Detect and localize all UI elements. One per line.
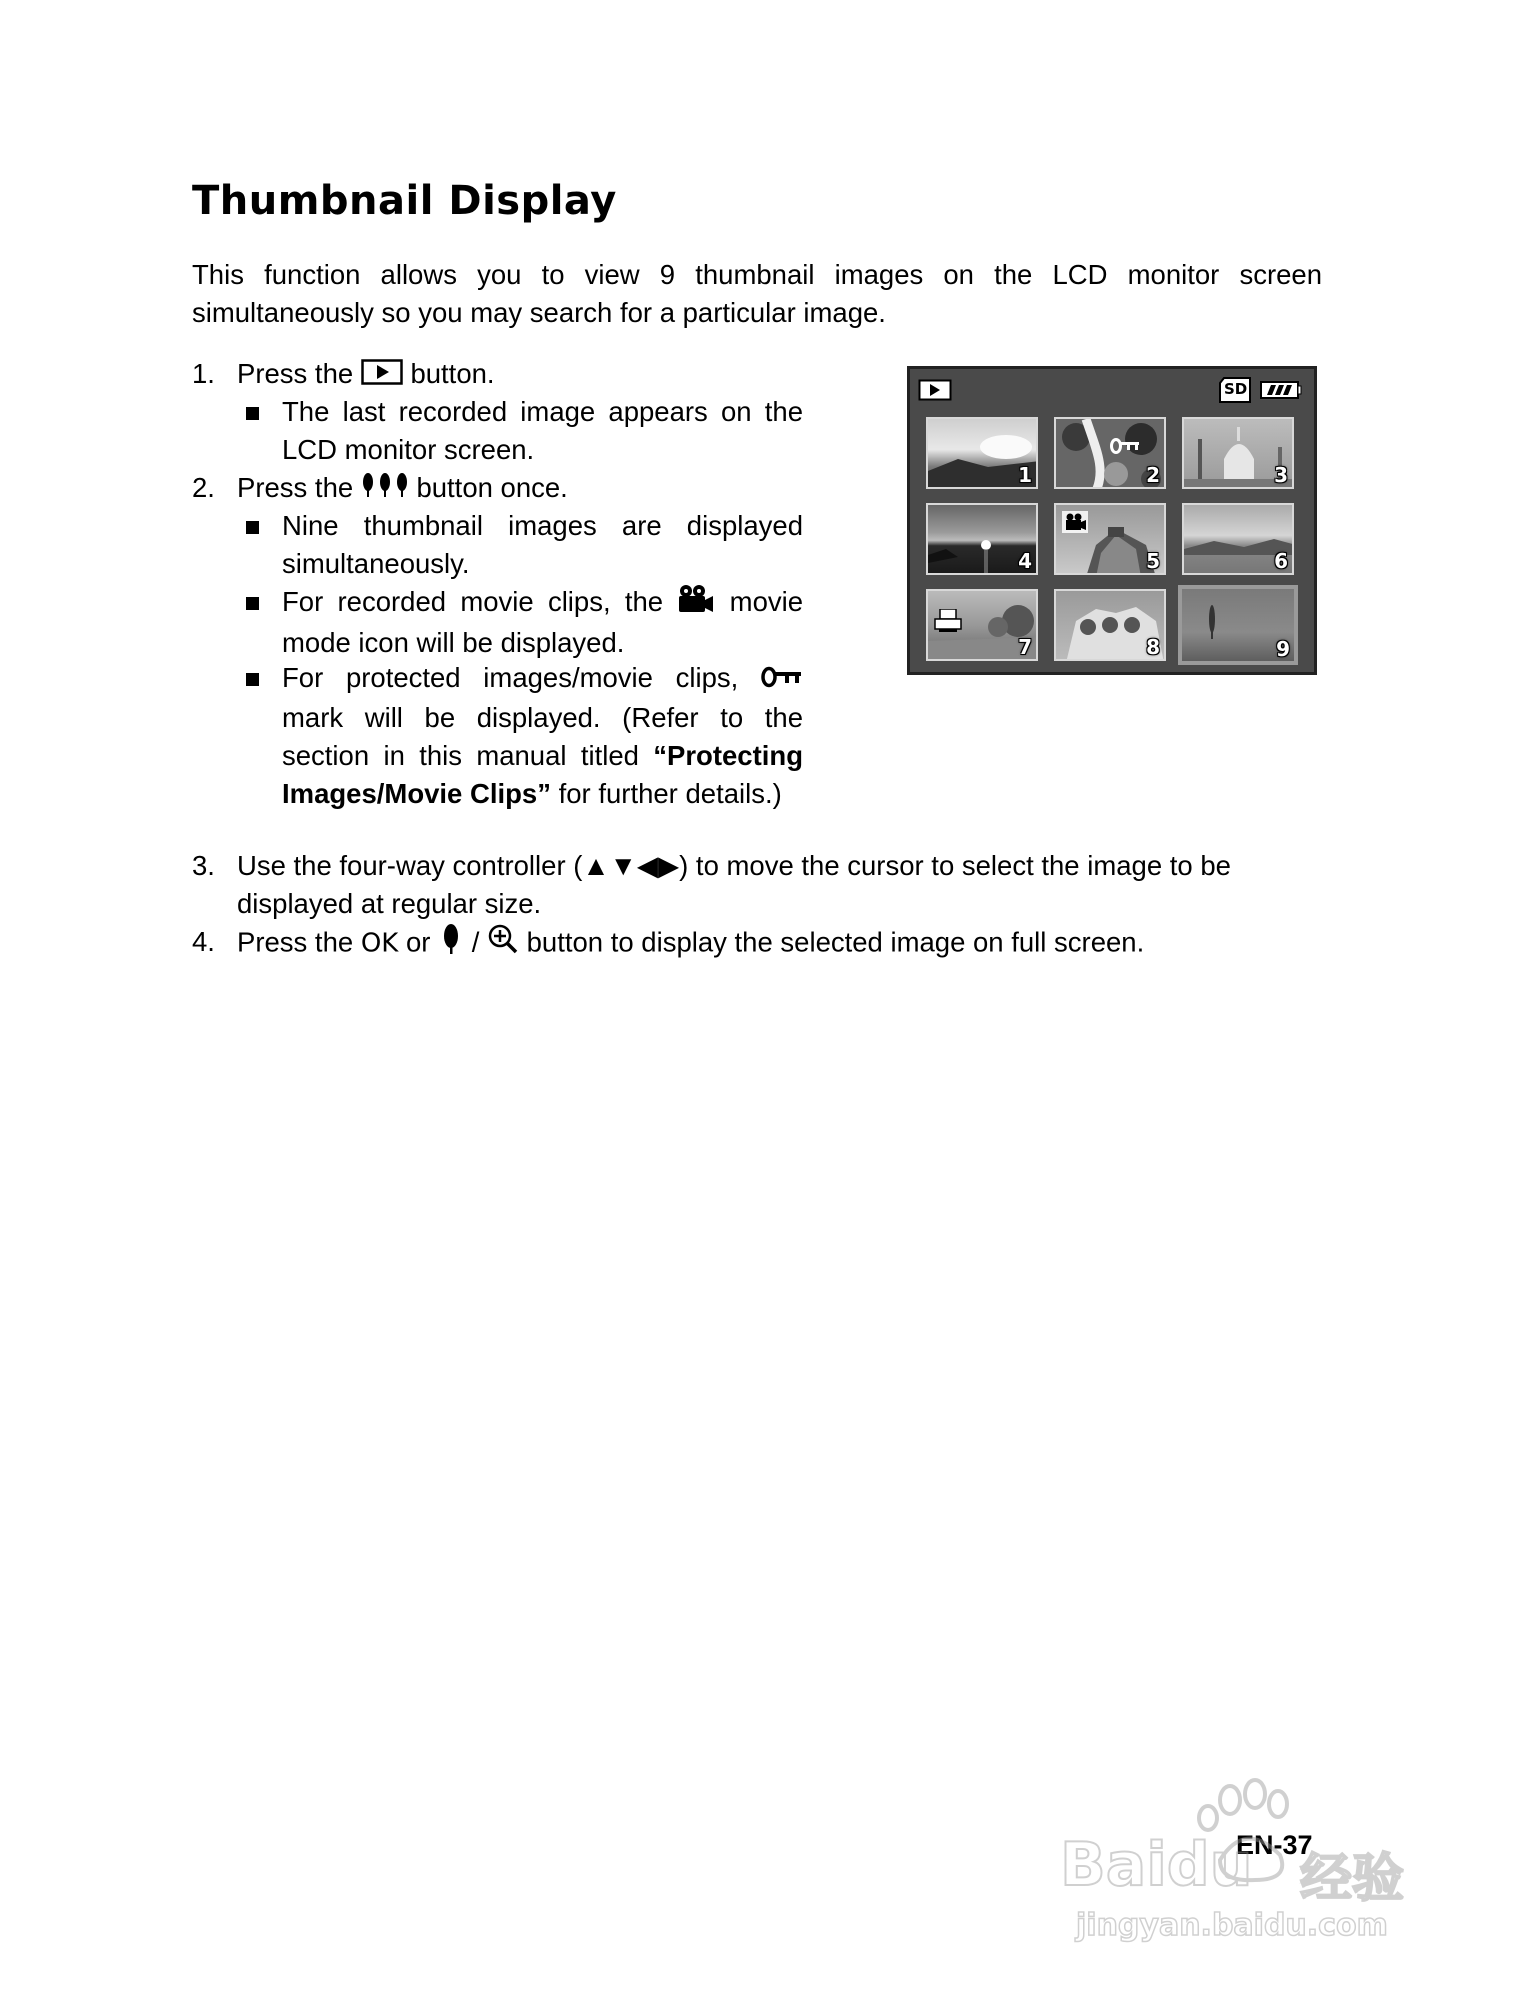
- thumbnail-number: 4: [1018, 549, 1032, 573]
- bullet-text: For protected images/movie clips,: [282, 662, 739, 693]
- playback-icon: [361, 357, 403, 395]
- sd-card-label: SD: [1224, 380, 1248, 398]
- movie-camera-icon: [677, 584, 715, 624]
- page-number: EN-37: [1236, 1830, 1313, 1860]
- bullet-text: The last recorded image appears on the LCD monitor screen.: [282, 396, 803, 465]
- thumbnail-protect-key-icon: [1110, 437, 1140, 460]
- step-text: Press the: [237, 358, 354, 389]
- wide-tree-icon: [438, 923, 464, 965]
- step-text: Press the: [237, 472, 354, 503]
- thumbnail-number: 2: [1146, 463, 1160, 487]
- bullet-bold-reference: “Protecting Images/Movie Clips”: [282, 739, 803, 809]
- step-text: or: [405, 926, 431, 958]
- step-number: 1.: [192, 358, 215, 389]
- bullet-text: for further details.): [558, 777, 782, 809]
- baidu-watermark: [1050, 1770, 1450, 1950]
- bullet-item: [238, 583, 803, 662]
- thumbnail-2: [1054, 417, 1166, 489]
- lcd-screen-illustration: [907, 366, 1317, 675]
- bullet-text: movie mode icon will be displayed.: [282, 586, 804, 658]
- thumbnail-7: [926, 589, 1038, 661]
- step-3: [192, 847, 1322, 923]
- intro-paragraph: This function allows you to view 9 thumbnail images on the LCD monitor screen simultaneously so you may search for a particular image.: [192, 259, 1322, 328]
- watermark-brand: Baidu: [1060, 1830, 1253, 1900]
- ok-button-label: OK: [360, 928, 399, 959]
- step-number: 3.: [192, 850, 215, 881]
- step-text: button.: [410, 358, 495, 389]
- bullet-text: Nine thumbnail images are displayed simultaneously.: [282, 510, 803, 579]
- bullet-text: For recorded movie clips, the: [282, 586, 664, 617]
- thumbnail-number: 9: [1276, 637, 1290, 661]
- step-text: button to display the selected image on full screen.: [526, 926, 1145, 958]
- protect-key-icon: [761, 661, 803, 699]
- thumbnail-print-icon: [934, 609, 962, 638]
- sd-card-icon: [1218, 377, 1252, 403]
- thumbnail-8: [1054, 589, 1166, 661]
- thumbnail-5: [1054, 503, 1166, 575]
- step-text: Use the four-way controller (▲▼◀▶) to move the cursor to select the image to be displayed at regular size.: [237, 850, 1231, 919]
- bullet-text: mark will be displayed. (Refer to the section in this manual titled: [282, 701, 803, 771]
- thumbnail-number: 8: [1146, 635, 1160, 659]
- bullet-square-icon: [246, 673, 259, 686]
- step-number: 2.: [192, 472, 215, 503]
- thumbnail-number: 1: [1018, 463, 1032, 487]
- thumbnail-number: 5: [1146, 549, 1160, 573]
- page-title: Thumbnail Display: [192, 178, 617, 224]
- step-number: 4.: [192, 926, 215, 957]
- thumbnail-4: [926, 503, 1038, 575]
- thumbnail-number: 7: [1018, 635, 1032, 659]
- bullet-square-icon: [246, 597, 259, 610]
- thumbnail-6: [1182, 503, 1294, 575]
- step-text: button once.: [416, 472, 568, 503]
- step-text: /: [471, 926, 480, 958]
- lcd-playback-icon: [918, 379, 952, 406]
- watermark-chinese: 经验: [1300, 1849, 1405, 1909]
- step-text: Press the: [237, 926, 354, 958]
- watermark-url: jingyan.baidu.com: [1076, 1908, 1388, 1943]
- battery-icon: [1260, 380, 1302, 405]
- bullet-item: [238, 393, 803, 469]
- thumbnail-1: [926, 417, 1038, 489]
- thumbnail-trees-icon: [361, 471, 409, 509]
- bullet-square-icon: [246, 407, 259, 420]
- bullet-square-icon: [246, 521, 259, 534]
- bullet-item: [238, 507, 803, 583]
- thumbnail-9-selected: [1178, 585, 1298, 665]
- thumbnail-movie-icon: [1062, 511, 1088, 538]
- thumbnail-3: [1182, 417, 1294, 489]
- bullet-item: [238, 659, 803, 813]
- thumbnail-number: 6: [1274, 549, 1288, 573]
- thumbnail-number: 3: [1274, 463, 1288, 487]
- zoom-magnifier-icon: [487, 923, 519, 965]
- lcd-status-bar: [910, 369, 1314, 409]
